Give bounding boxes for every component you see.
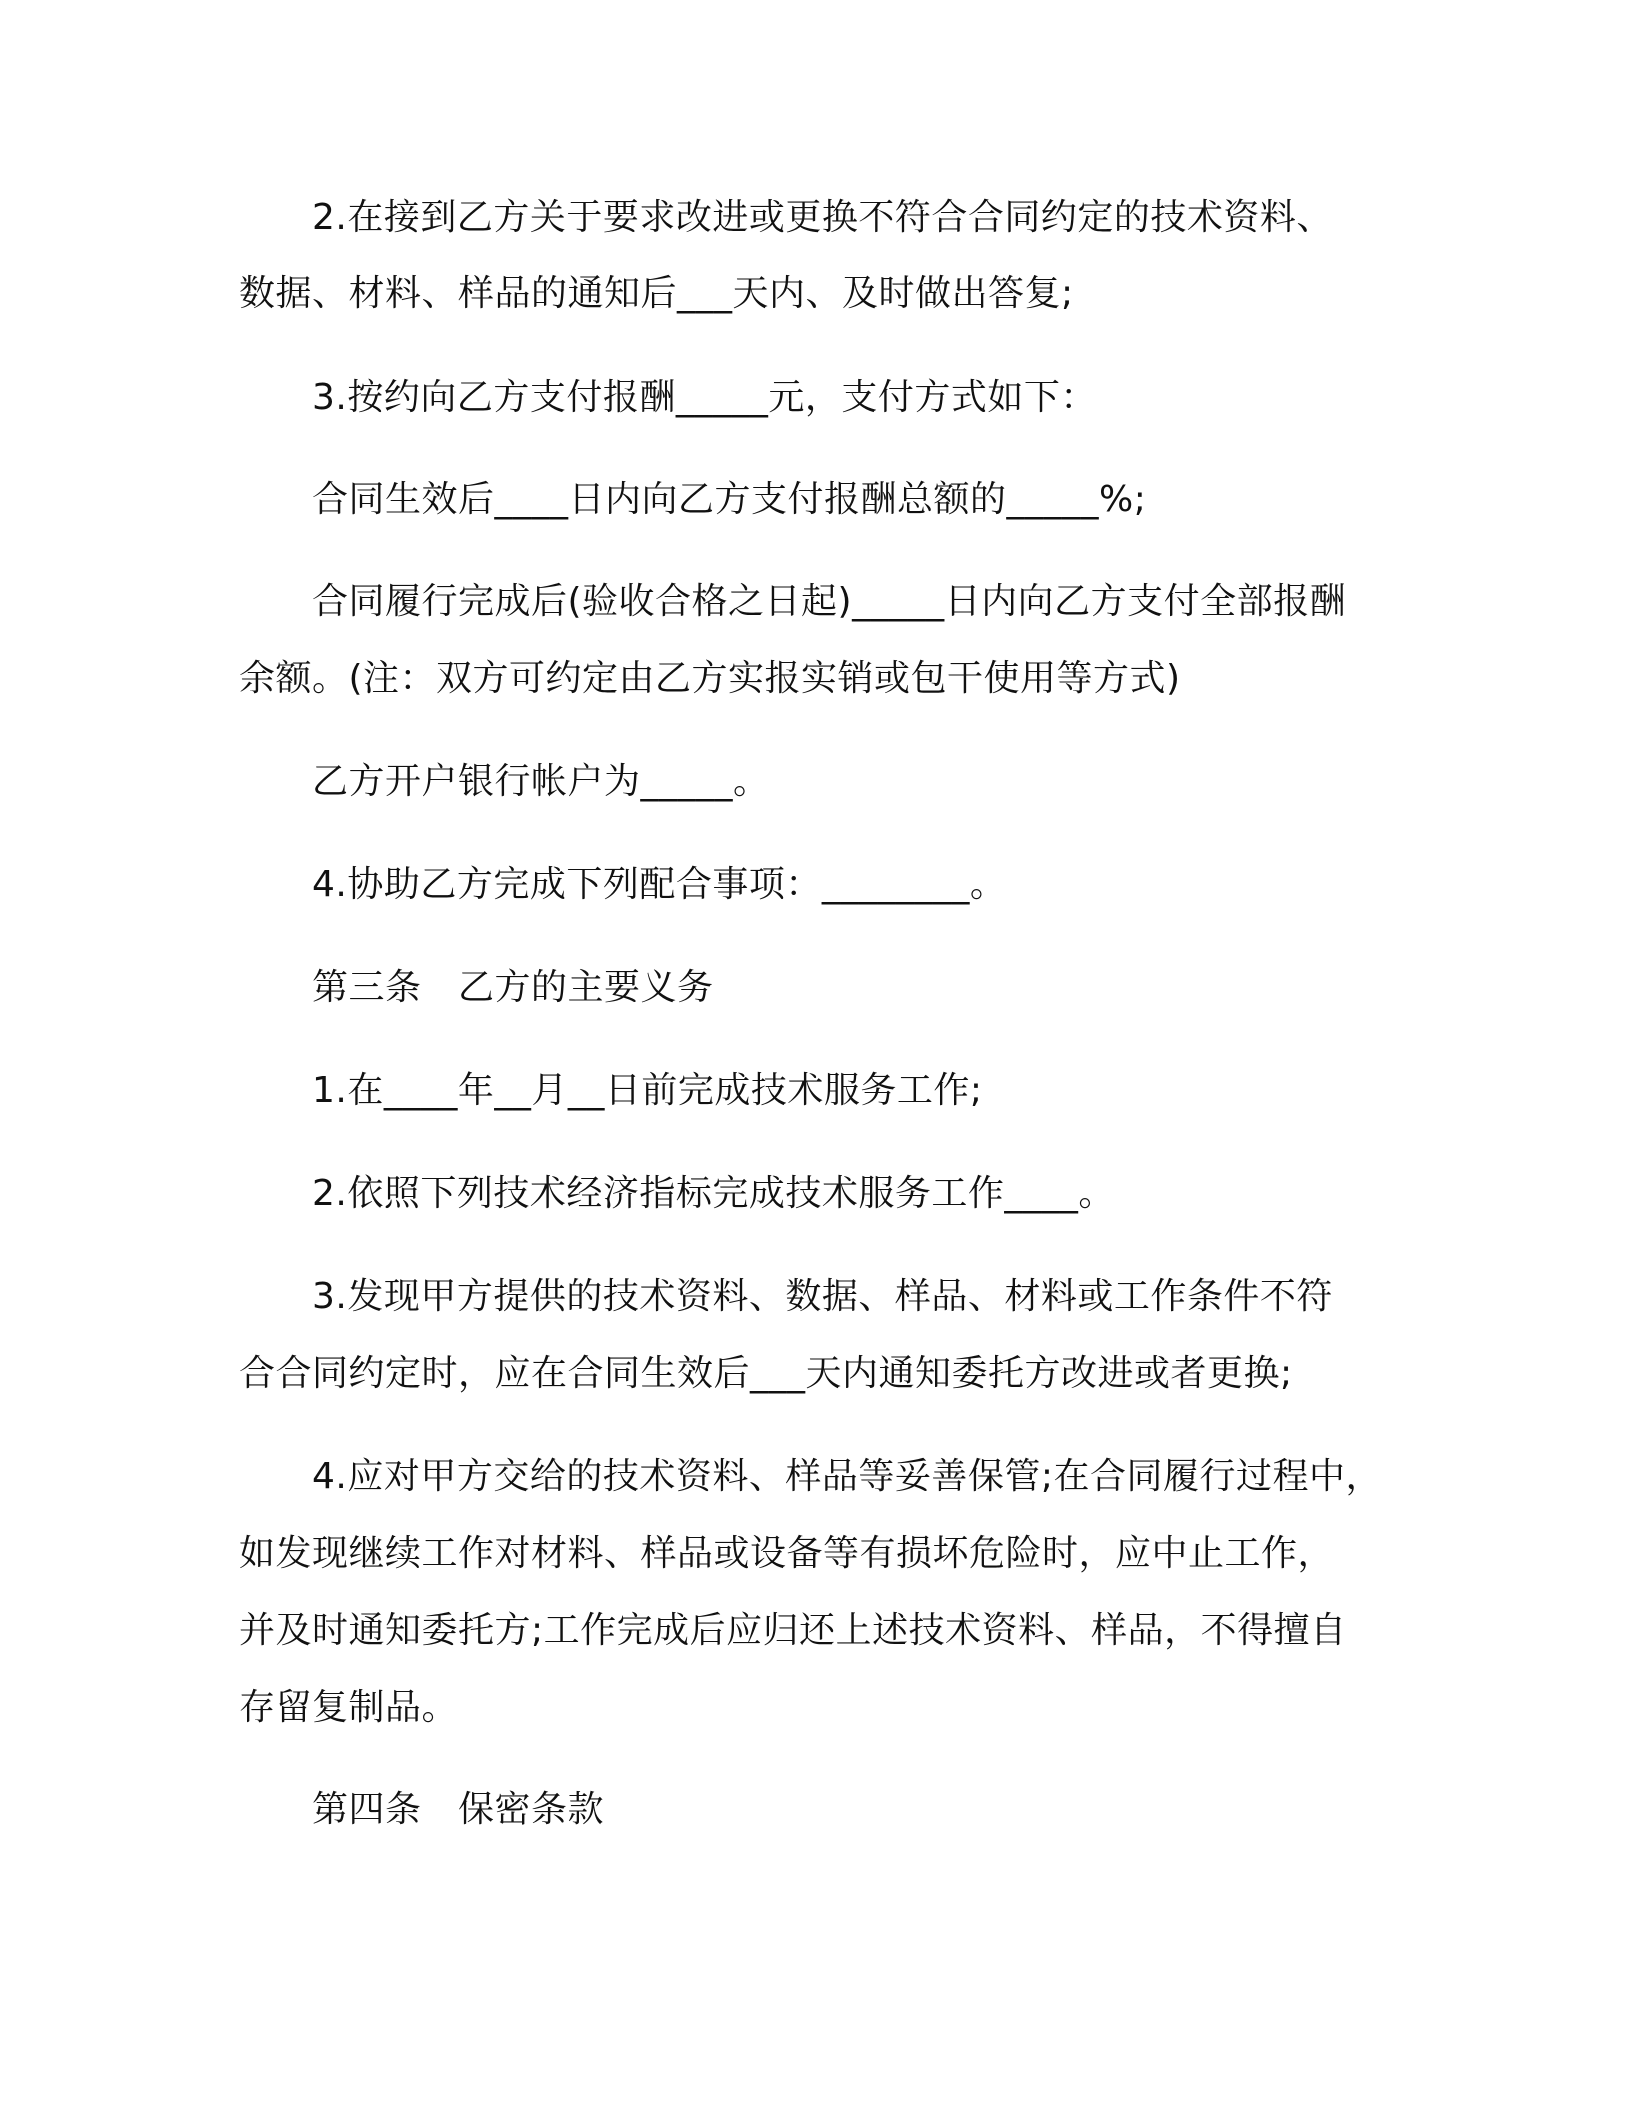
paragraph-line: 2.在接到乙方关于要求改进或更换不符合合同约定的技术资料、	[312, 197, 1333, 238]
section-heading: 第四条 保密条款	[312, 1789, 605, 1830]
paragraph-line: 如发现继续工作对材料、样品或设备等有损坏危险时，应中止工作，	[239, 1533, 1335, 1574]
paragraph-line: 合同履行完成后(验收合格之日起)_____日内向乙方支付全部报酬	[312, 581, 1347, 622]
paragraph-line: 4.协助乙方完成下列配合事项：________。	[312, 864, 1007, 905]
section-heading: 第三条 乙方的主要义务	[312, 967, 714, 1008]
paragraph-line: 余额。(注：双方可约定由乙方实报实销或包干使用等方式)	[239, 658, 1181, 699]
paragraph-line: 数据、材料、样品的通知后___天内、及时做出答复;	[239, 273, 1074, 314]
paragraph-line: 合同生效后____日内向乙方支付报酬总额的_____%;	[312, 479, 1147, 520]
paragraph-line: 1.在____年__月__日前完成技术服务工作;	[312, 1070, 983, 1111]
paragraph-line: 乙方开户银行帐户为_____。	[312, 761, 770, 802]
paragraph-line: 存留复制品。	[239, 1687, 459, 1728]
paragraph-line: 2.依照下列技术经济指标完成技术服务工作____。	[312, 1173, 1115, 1214]
paragraph-line: 3.按约向乙方支付报酬_____元，支付方式如下：	[312, 377, 1097, 418]
paragraph-line: 并及时通知委托方;工作完成后应归还上述技术资料、样品，不得擅自	[239, 1610, 1347, 1651]
paragraph-line: 合合同约定时，应在合同生效后___天内通知委托方改进或者更换;	[239, 1353, 1293, 1394]
paragraph-line: 3.发现甲方提供的技术资料、数据、样品、材料或工作条件不符	[312, 1276, 1333, 1317]
paragraph-line: 4.应对甲方交给的技术资料、样品等妥善保管;在合同履行过程中，	[312, 1456, 1382, 1497]
